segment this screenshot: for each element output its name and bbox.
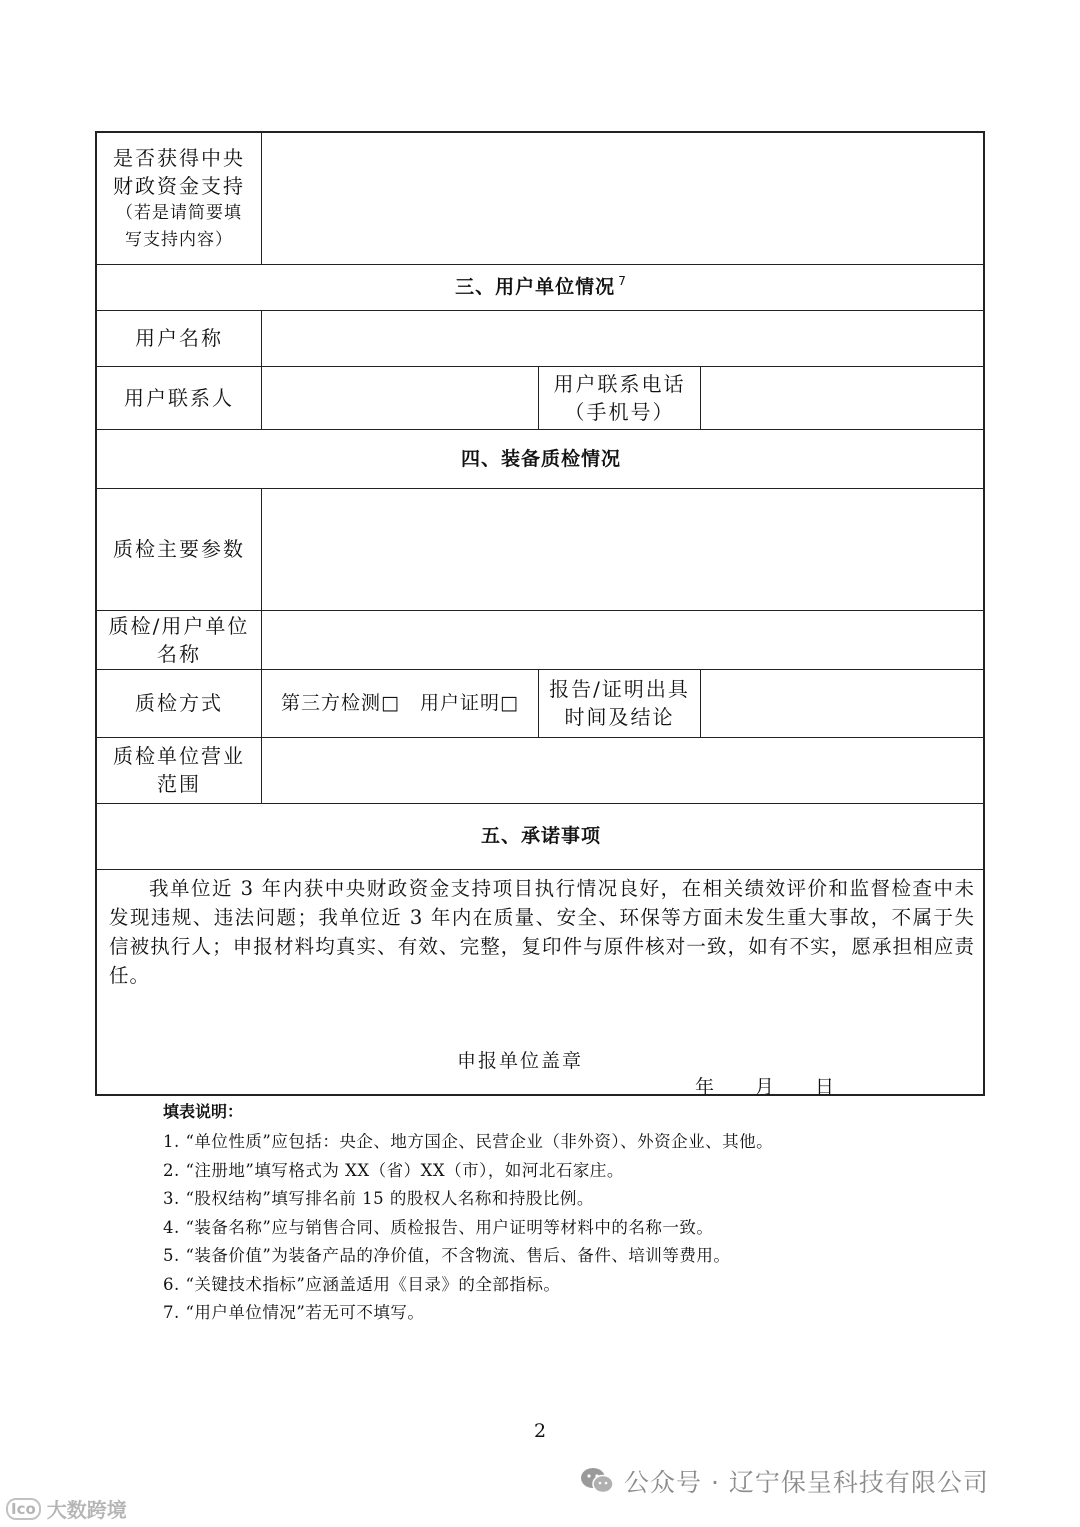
central-support-note-line1: （若是请简要填 <box>116 202 242 223</box>
user-name-label: 用户名称 <box>135 326 223 350</box>
wechat-watermark <box>580 1463 989 1499</box>
central-support-label <box>97 133 261 264</box>
section-5-header: 五、承诺事项 <box>480 825 601 847</box>
note-item: 7. “用户单位情况”若无可不填写。 <box>163 1303 425 1322</box>
brand-logo <box>6 1494 127 1523</box>
report-label-line2: 时间及结论 <box>564 705 675 729</box>
qc-scope-label-line1: 质检单位营业 <box>113 744 245 768</box>
note-item: 6. “关键技术指标”应涵盖适用《目录》的全部指标。 <box>163 1274 561 1294</box>
user-phone-label-line2: （手机号） <box>564 399 675 424</box>
date-label: 年 月 日 <box>695 1076 836 1098</box>
user-phone-input[interactable] <box>701 366 985 429</box>
central-support-label-line2: 财政资金支持 <box>113 173 245 198</box>
qc-unit-label-line2: 名称 <box>157 641 201 666</box>
central-support-label-line1: 是否获得中央 <box>113 145 245 170</box>
section-3-footnote: 7 <box>618 274 627 288</box>
qc-method-label: 质检方式 <box>135 691 223 715</box>
report-input[interactable] <box>701 669 985 737</box>
application-form-table <box>95 131 985 1096</box>
logo-text: 大数跨境 <box>46 1498 127 1522</box>
logo-mark-icon: Ico <box>6 1498 41 1520</box>
qc-scope-label-line2: 范围 <box>157 772 201 796</box>
wechat-icon <box>580 1467 614 1495</box>
qc-params-label: 质检主要参数 <box>113 537 245 561</box>
user-contact-input[interactable] <box>262 366 538 429</box>
qc-method-options[interactable]: 第三方检测□ 用户证明□ <box>281 692 519 714</box>
page-number: 2 <box>533 1420 547 1442</box>
qc-unit-label-line1: 质检/用户单位 <box>108 613 250 638</box>
qc-unit-input[interactable] <box>262 610 985 669</box>
user-phone-label <box>539 366 700 429</box>
commitment-text: 我单位近 3 年内获中央财政资金支持项目执行情况良好，在相关绩效评价和监督检查中未发现违规、违法问题；我单位近 3 年内在质量、安全、环保等方面未发生重大事故，不属于失信被执行人；申报材料均真实、有效、完整，复印件与原件核对一致，如有不实，愿承担相应责任。 <box>109 877 975 987</box>
qc-unit-label <box>97 610 261 669</box>
qc-scope-label <box>97 737 261 803</box>
note-item: 2. “注册地”填写格式为 XX（省）XX（市），如河北石家庄。 <box>163 1160 624 1180</box>
qc-params-input[interactable] <box>262 488 985 610</box>
user-name-input[interactable] <box>262 310 985 366</box>
note-item: 5. “装备价值”为装备产品的净价值，不含物流、售后、备件、培训等费用。 <box>163 1246 731 1265</box>
watermark-text: 公众号 · 辽宁保呈科技有限公司 <box>624 1468 989 1497</box>
note-item: 1. “单位性质”应包括：央企、地方国企、民营企业（非外资）、外资企业、其他。 <box>163 1132 774 1151</box>
report-label <box>539 669 700 737</box>
user-contact-label: 用户联系人 <box>124 385 234 410</box>
notes-title: 填表说明： <box>163 1102 244 1121</box>
note-item: 4. “装备名称”应与销售合同、质检报告、用户证明等材料中的名称一致。 <box>163 1217 714 1237</box>
section-4-header: 四、装备质检情况 <box>460 447 621 470</box>
central-support-input[interactable] <box>262 133 985 264</box>
qc-scope-input[interactable] <box>262 737 985 803</box>
filling-instructions <box>163 1100 983 1328</box>
section-3-header <box>97 264 985 310</box>
user-phone-label-line1: 用户联系电话 <box>553 371 686 396</box>
report-label-line1: 报告/证明出具 <box>549 677 690 701</box>
section-3-title: 三、用户单位情况 <box>455 276 616 298</box>
central-support-note-line2: 写支持内容） <box>125 229 233 250</box>
note-item: 3. “股权结构”填写排名前 15 的股权人名称和持股比例。 <box>163 1189 594 1208</box>
seal-label: 申报单位盖章 <box>457 1050 584 1072</box>
